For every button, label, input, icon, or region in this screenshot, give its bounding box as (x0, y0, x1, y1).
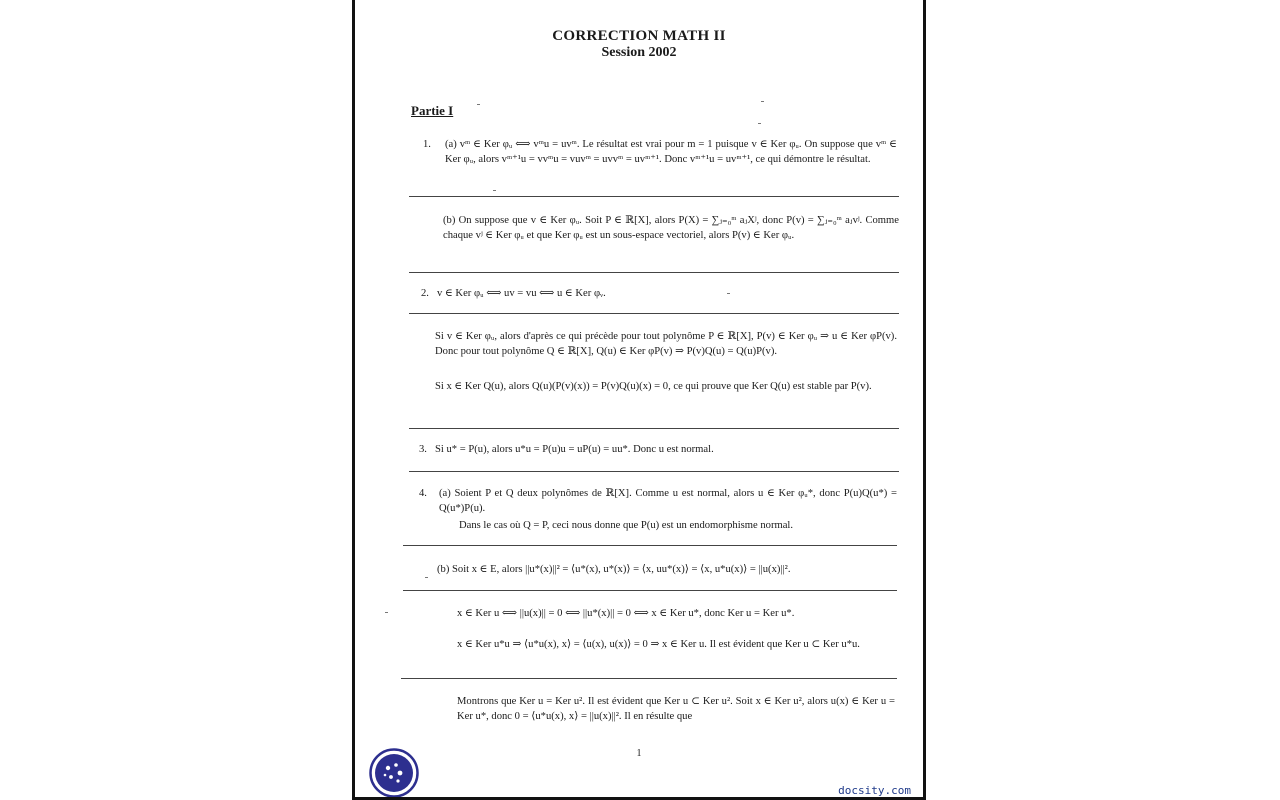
scan-speck (493, 190, 496, 191)
question-4-number: 4. (419, 488, 427, 499)
scan-speck (477, 104, 480, 105)
section-divider (401, 678, 897, 679)
docsity-watermark-link[interactable]: docsity.com (838, 784, 911, 797)
question-2-stability: Si x ∈ Ker Q(u), alors Q(u)(P(v)(x)) = P(v)Q(u)(x) = 0, ce qui prouve que Ker Q(u) est stable par P(v). (435, 381, 872, 392)
question-2: v ∈ Ker φᵤ ⟺ uv = vu ⟺ u ∈ Ker φᵥ. (437, 288, 606, 299)
section-divider (409, 272, 899, 273)
question-4b-kernel-product: x ∈ Ker u*u ⇒ ⟨u*u(x), x⟩ = ⟨u(x), u(x)⟩ = 0 ⇒ x ∈ Ker u. Il est évident que Ker u ⊂ Ker u*u. (457, 639, 860, 650)
scan-speck (727, 293, 730, 294)
document-title: CORRECTION MATH II (552, 28, 726, 44)
section-divider (409, 428, 899, 429)
question-1-number: 1. (423, 139, 431, 150)
question-1a: (a) vᵐ ∈ Ker φᵤ ⟺ vᵐu = uvᵐ. Le résultat est vrai pour m = 1 puisque v ∈ Ker φᵤ. On suppose que vᵐ ∈ Ker φᵤ, alors vᵐ⁺¹u = vvᵐu = vuvᵐ = uvvᵐ = uvᵐ⁺¹. Donc vᵐ⁺¹u = uvᵐ⁺¹, ce qui démontre le résultat. (445, 139, 897, 165)
document-subtitle: Session 2002 (601, 45, 677, 60)
part-heading: Partie I (411, 103, 454, 118)
page-number: 1 (636, 748, 642, 759)
section-divider (403, 545, 897, 546)
section-divider (409, 313, 899, 314)
question-2-continuation: Si v ∈ Ker φᵤ, alors d'après ce qui précède pour tout polynôme P ∈ ℝ[X], P(v) ∈ Ker φᵤ ⇒ u ∈ Ker φP(v). Donc pour tout polynôme Q ∈ ℝ[X], Q(u) ∈ Ker φP(v) ⇒ P(v)Q(u) = Q(u)P(v). (435, 331, 897, 357)
question-4a-continuation: Dans le cas où Q = P, ceci nous donne que P(u) est un endomorphisme normal. (459, 520, 794, 531)
scan-speck (758, 123, 761, 124)
section-divider (403, 590, 897, 591)
docsity-logo-icon[interactable] (369, 748, 419, 798)
question-4b: (b) Soit x ∈ E, alors ||u*(x)||² = ⟨u*(x), u*(x)⟩ = ⟨x, uu*(x)⟩ = ⟨x, u*u(x)⟩ = ||u(x)||². (437, 564, 791, 575)
section-divider (409, 196, 899, 197)
scan-speck (425, 577, 428, 578)
question-3-number: 3. (419, 444, 427, 455)
question-1b: (b) On suppose que v ∈ Ker φᵤ. Soit P ∈ ℝ[X], alors P(X) = ∑ⱼ₌₀ᵐ aⱼXʲ, donc P(v) = ∑ⱼ₌₀ᵐ aⱼvʲ. Comme chaque vʲ ∈ Ker φᵤ et que Ker φᵤ est un sous-espace vectoriel, alors P(v) ∈ Ker φᵤ. (443, 215, 899, 241)
question-4b-square-kernel: Montrons que Ker u = Ker u². Il est évident que Ker u ⊂ Ker u². Soit x ∈ Ker u², alors u(x) ∈ Ker u = Ker u*, donc 0 = ⟨u*u(x), x⟩ = ||u(x)||². Il en résulte que (457, 696, 895, 722)
section-divider (409, 471, 899, 472)
question-2-number: 2. (421, 288, 429, 299)
document-page (352, 0, 926, 800)
question-4a: (a) Soient P et Q deux polynômes de ℝ[X]. Comme u est normal, alors u ∈ Ker φᵤ*, donc P(u)Q(u*) = Q(u*)P(u). (439, 488, 897, 514)
scan-speck (385, 612, 388, 613)
question-3: Si u* = P(u), alors u*u = P(u)u = uP(u) = uu*. Donc u est normal. (435, 444, 714, 455)
scan-speck (761, 101, 764, 102)
question-4b-kernel: x ∈ Ker u ⟺ ||u(x)|| = 0 ⟺ ||u*(x)|| = 0 ⟺ x ∈ Ker u*, donc Ker u = Ker u*. (457, 608, 795, 619)
